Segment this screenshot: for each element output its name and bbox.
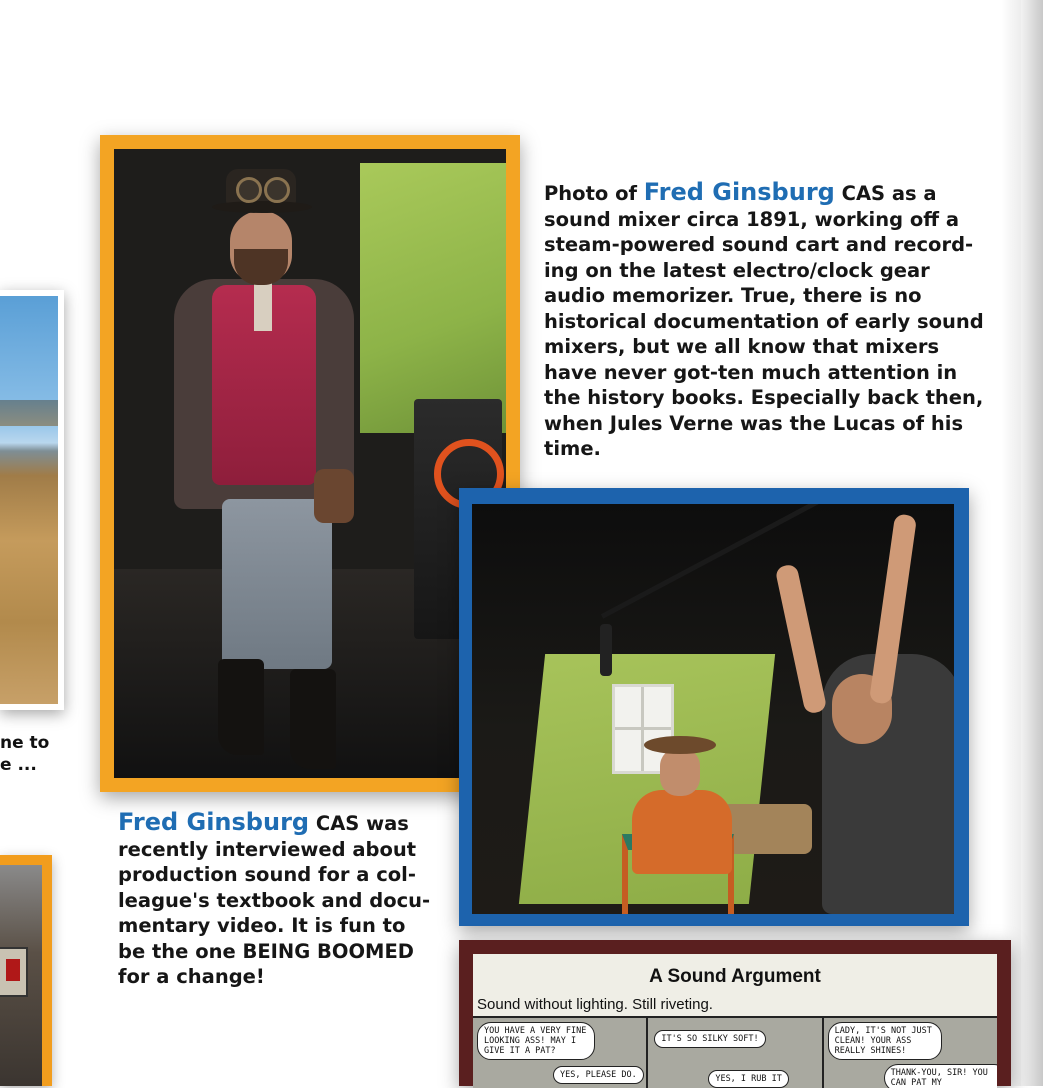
speech-bubble: YES, PLEASE DO. bbox=[553, 1066, 644, 1084]
desert-photo bbox=[0, 290, 64, 710]
comic-panel-1 bbox=[473, 1018, 648, 1088]
speech-bubble: YOU HAVE A VERY FINE LOOKING ASS! MAY I GIVE IT A PAT? bbox=[477, 1022, 595, 1060]
left-caption-line-2: e ... bbox=[0, 755, 37, 775]
partial-photo-image bbox=[0, 865, 42, 1086]
gray-pants bbox=[222, 499, 332, 669]
leather-glove bbox=[314, 469, 354, 523]
left-partial-caption bbox=[0, 732, 60, 776]
caption-body: CAS as a sound mixer circa 1891, working off a steam-powered sound cart and record-ing on the latest electro/clock gear audio memorizer. True, there is no historical documentation of early sound mixers, but we all know that mixers have never got-ten much attention in the history books. Especially back then, when Jules Verne was the Lucas of his time. bbox=[544, 182, 984, 460]
cowboy-hat bbox=[644, 736, 716, 754]
steampunk-photo-caption bbox=[544, 180, 984, 462]
couch bbox=[722, 804, 812, 854]
comic-subtitle: Sound without lighting. Still riveting. bbox=[477, 996, 713, 1013]
boom-operator-photo bbox=[459, 488, 969, 926]
comic-paper bbox=[473, 954, 997, 1086]
steampunk-mixer-photo bbox=[100, 135, 520, 792]
goggle-right bbox=[264, 177, 290, 203]
sign-graphic bbox=[0, 947, 28, 997]
speech-bubble: LADY, IT'S NOT JUST CLEAN! YOUR ASS REALLY SHINES! bbox=[828, 1022, 942, 1060]
comic-panel-3 bbox=[824, 1018, 997, 1088]
steampunk-mixer-figure bbox=[134, 159, 384, 778]
caption-prefix: Photo of bbox=[544, 182, 644, 205]
boot-left bbox=[218, 659, 264, 755]
speech-bubble: YES, I RUB IT bbox=[708, 1070, 789, 1088]
comic-title: A Sound Argument bbox=[649, 966, 821, 987]
comic-strip bbox=[459, 940, 1011, 1086]
mountain-ridge bbox=[0, 400, 58, 426]
speech-bubble: THANK-YOU, SIR! YOU CAN PAT MY bbox=[884, 1064, 997, 1088]
comic-panel-2 bbox=[648, 1018, 823, 1088]
boot-right bbox=[290, 669, 336, 769]
caption-body: CAS was recently interviewed about production sound for a col-league's textbook and docu-mentary video. It is fun to be the one BEING BOOMED for a change! bbox=[118, 812, 431, 988]
interviewee-face bbox=[660, 748, 700, 796]
left-caption-line-1: ne to bbox=[0, 733, 50, 753]
speech-bubble: IT'S SO SILKY SOFT! bbox=[654, 1030, 765, 1048]
hat-brim bbox=[212, 201, 312, 213]
steampunk-mixer-image bbox=[114, 149, 506, 778]
boom-photo-caption bbox=[118, 810, 438, 990]
person-name: Fred Ginsburg bbox=[643, 178, 835, 206]
boom-operator-arm-left bbox=[775, 563, 828, 714]
boom-pole bbox=[601, 504, 895, 619]
orange-framed-partial-photo bbox=[0, 855, 52, 1086]
goggle-left bbox=[236, 177, 262, 203]
boom-operator-image bbox=[472, 504, 954, 914]
page-binding-edge bbox=[1021, 0, 1043, 1086]
shotgun-microphone bbox=[600, 624, 612, 676]
cravat bbox=[254, 283, 272, 331]
person-name: Fred Ginsburg bbox=[118, 808, 310, 836]
interviewee-shirt bbox=[632, 790, 732, 874]
comic-panels bbox=[473, 1016, 997, 1088]
